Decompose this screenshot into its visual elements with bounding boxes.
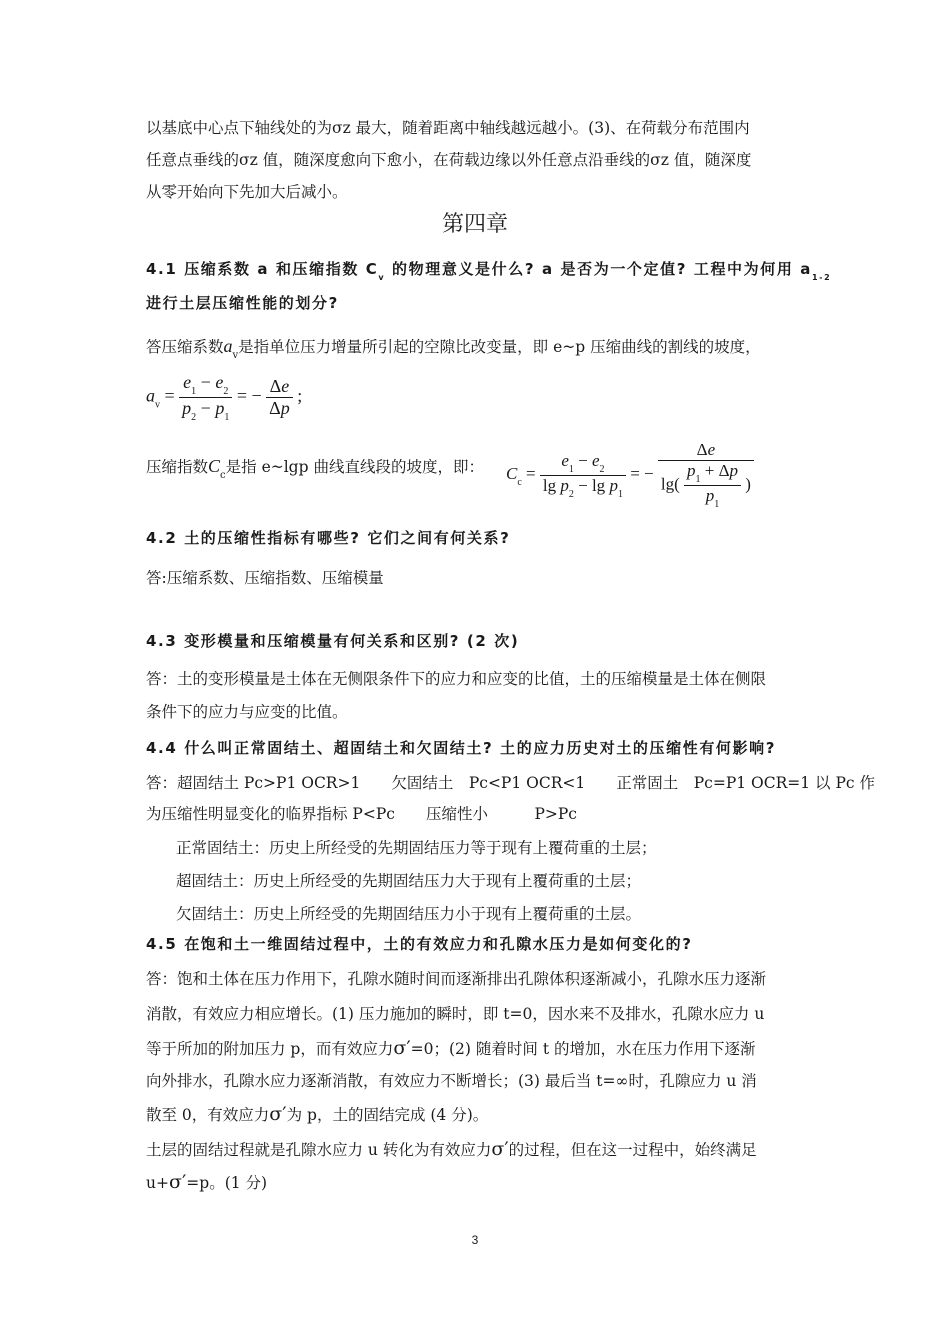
fraction: Δe lg( $\frac{p_1 + \Delta p}{p_1}$ ) [658,440,754,510]
answer-4-5-line-3: 等于所加的附加压力 p，而有效应力σ′=0；(2) 随着时间 t 的增加，水在压力作用下逐渐 [146,1037,756,1059]
formula-cc: $C_c$ = $\frac{e_1 - e_2}{\lg p_2 - \lg p_1}$ = − Δe lg( $\frac{p_1 + \Delta p}{p_1}$ ) [506,440,754,510]
fraction: $\frac{e_1 - e_2}{\lg p_2 - \lg p_1}$ [540,451,626,500]
chapter-title: 第四章 [441,212,508,237]
intro-line-2: 任意点垂线的σz 值，随深度愈向下愈小，在荷载边缘以外任意点沿垂线的σz 值，随深度 [146,151,752,169]
answer-4-4-line-1: 答：超固结土 Pc>P1 OCR>1 欠固结土 Pc<P1 OCR<1 正常固土 Pc=P1 OCR=1 以 Pc 作 [146,774,876,792]
intro-line-1: 以基底中心点下轴线处的为σz 最大，随着距离中轴线越远越小。(3)、在荷载分布范围内 [146,119,750,137]
answer-4-5-line-4: 向外排水，孔隙水应力逐渐消散，有效应力不断增长；(3) 最后当 t=∞时，孔隙应力 u 消 [146,1072,757,1090]
normal-consolidation-definition: 正常固结土：历史上所经受的先期固结压力等于现有上覆荷重的土层； [176,839,657,857]
fraction: $\frac{e_1 - e_2}{p_2 - p_1}$ [179,372,232,423]
question-4-1-line-1: 4.1 压缩系数 a 和压缩指数 $C_v$ 的物理意义是什么? a 是否为一个定值? 工程中为何用 $a_{1-2}$ [146,260,832,282]
formula-av: $a_v$ = $\frac{e_1 - e_2}{p_2 - p_1}$ = − $\frac{\Delta e}{\Delta p}$ ; [146,372,303,423]
answer-4-1-line-1: 答压缩系数$a_v$是指单位压力增量所引起的空隙比改变量，即 e~p 压缩曲线的割线的坡度， [146,336,761,361]
intro-line-3: 从零开始向下先加大后减小。 [146,183,348,201]
fraction: $\frac{\Delta e}{\Delta p}$ [266,376,293,419]
answer-4-3-line-1: 答：土的变形模量是土体在无侧限条件下的应力和应变的比值，土的压缩模量是土体在侧限 [146,670,767,688]
question-4-5: 4.5 在饱和土一维固结过程中，土的有效应力和孔隙水压力是如何变化的? [146,935,693,953]
page-number: 3 [471,1233,479,1247]
question-4-2: 4.2 土的压缩性指标有哪些? 它们之间有何关系? [146,529,511,547]
answer-4-5-line-2: 消散，有效应力相应增长。(1) 压力施加的瞬时，即 t=0，因水来不及排水，孔隙水应力 u [146,1005,765,1023]
answer-4-5-line-1: 答：饱和土体在压力作用下，孔隙水随时间而逐渐排出孔隙体积逐渐减小，孔隙水压力逐渐 [146,970,767,988]
question-4-1-line-2: 进行土层压缩性能的划分? [146,294,339,312]
answer-4-1-cc: 压缩指数$C_c$是指 e~lgp 曲线直线段的坡度，即： [146,456,484,481]
question-4-4: 4.4 什么叫正常固结土、超固结土和欠固结土? 土的应力历史对土的压缩性有何影响? [146,739,777,757]
answer-4-3-line-2: 条件下的应力与应变的比值。 [146,703,348,721]
over-consolidation-definition: 超固结土：历史上所经受的先期固结压力大于现有上覆荷重的土层； [176,872,642,890]
question-4-3: 4.3 变形模量和压缩模量有何关系和区别? (2 次) [146,632,520,650]
answer-4-5-line-6: 土层的固结过程就是孔隙水应力 u 转化为有效应力σ′的过程，但在这一过程中，始终满足 [146,1138,757,1160]
under-consolidation-definition: 欠固结土：历史上所经受的先期固结压力小于现有上覆荷重的土层。 [176,905,642,923]
answer-4-5-line-5: 散至 0，有效应力σ′为 p，土的固结完成 (4 分)。 [146,1103,489,1125]
answer-4-2: 答:压缩系数、压缩指数、压缩模量 [146,569,384,587]
answer-4-4-line-2: 为压缩性明显变化的临界指标 P<Pc 压缩性小 P>Pc [146,805,577,823]
answer-4-5-line-7: u+σ′=p。(1 分) [146,1171,268,1193]
